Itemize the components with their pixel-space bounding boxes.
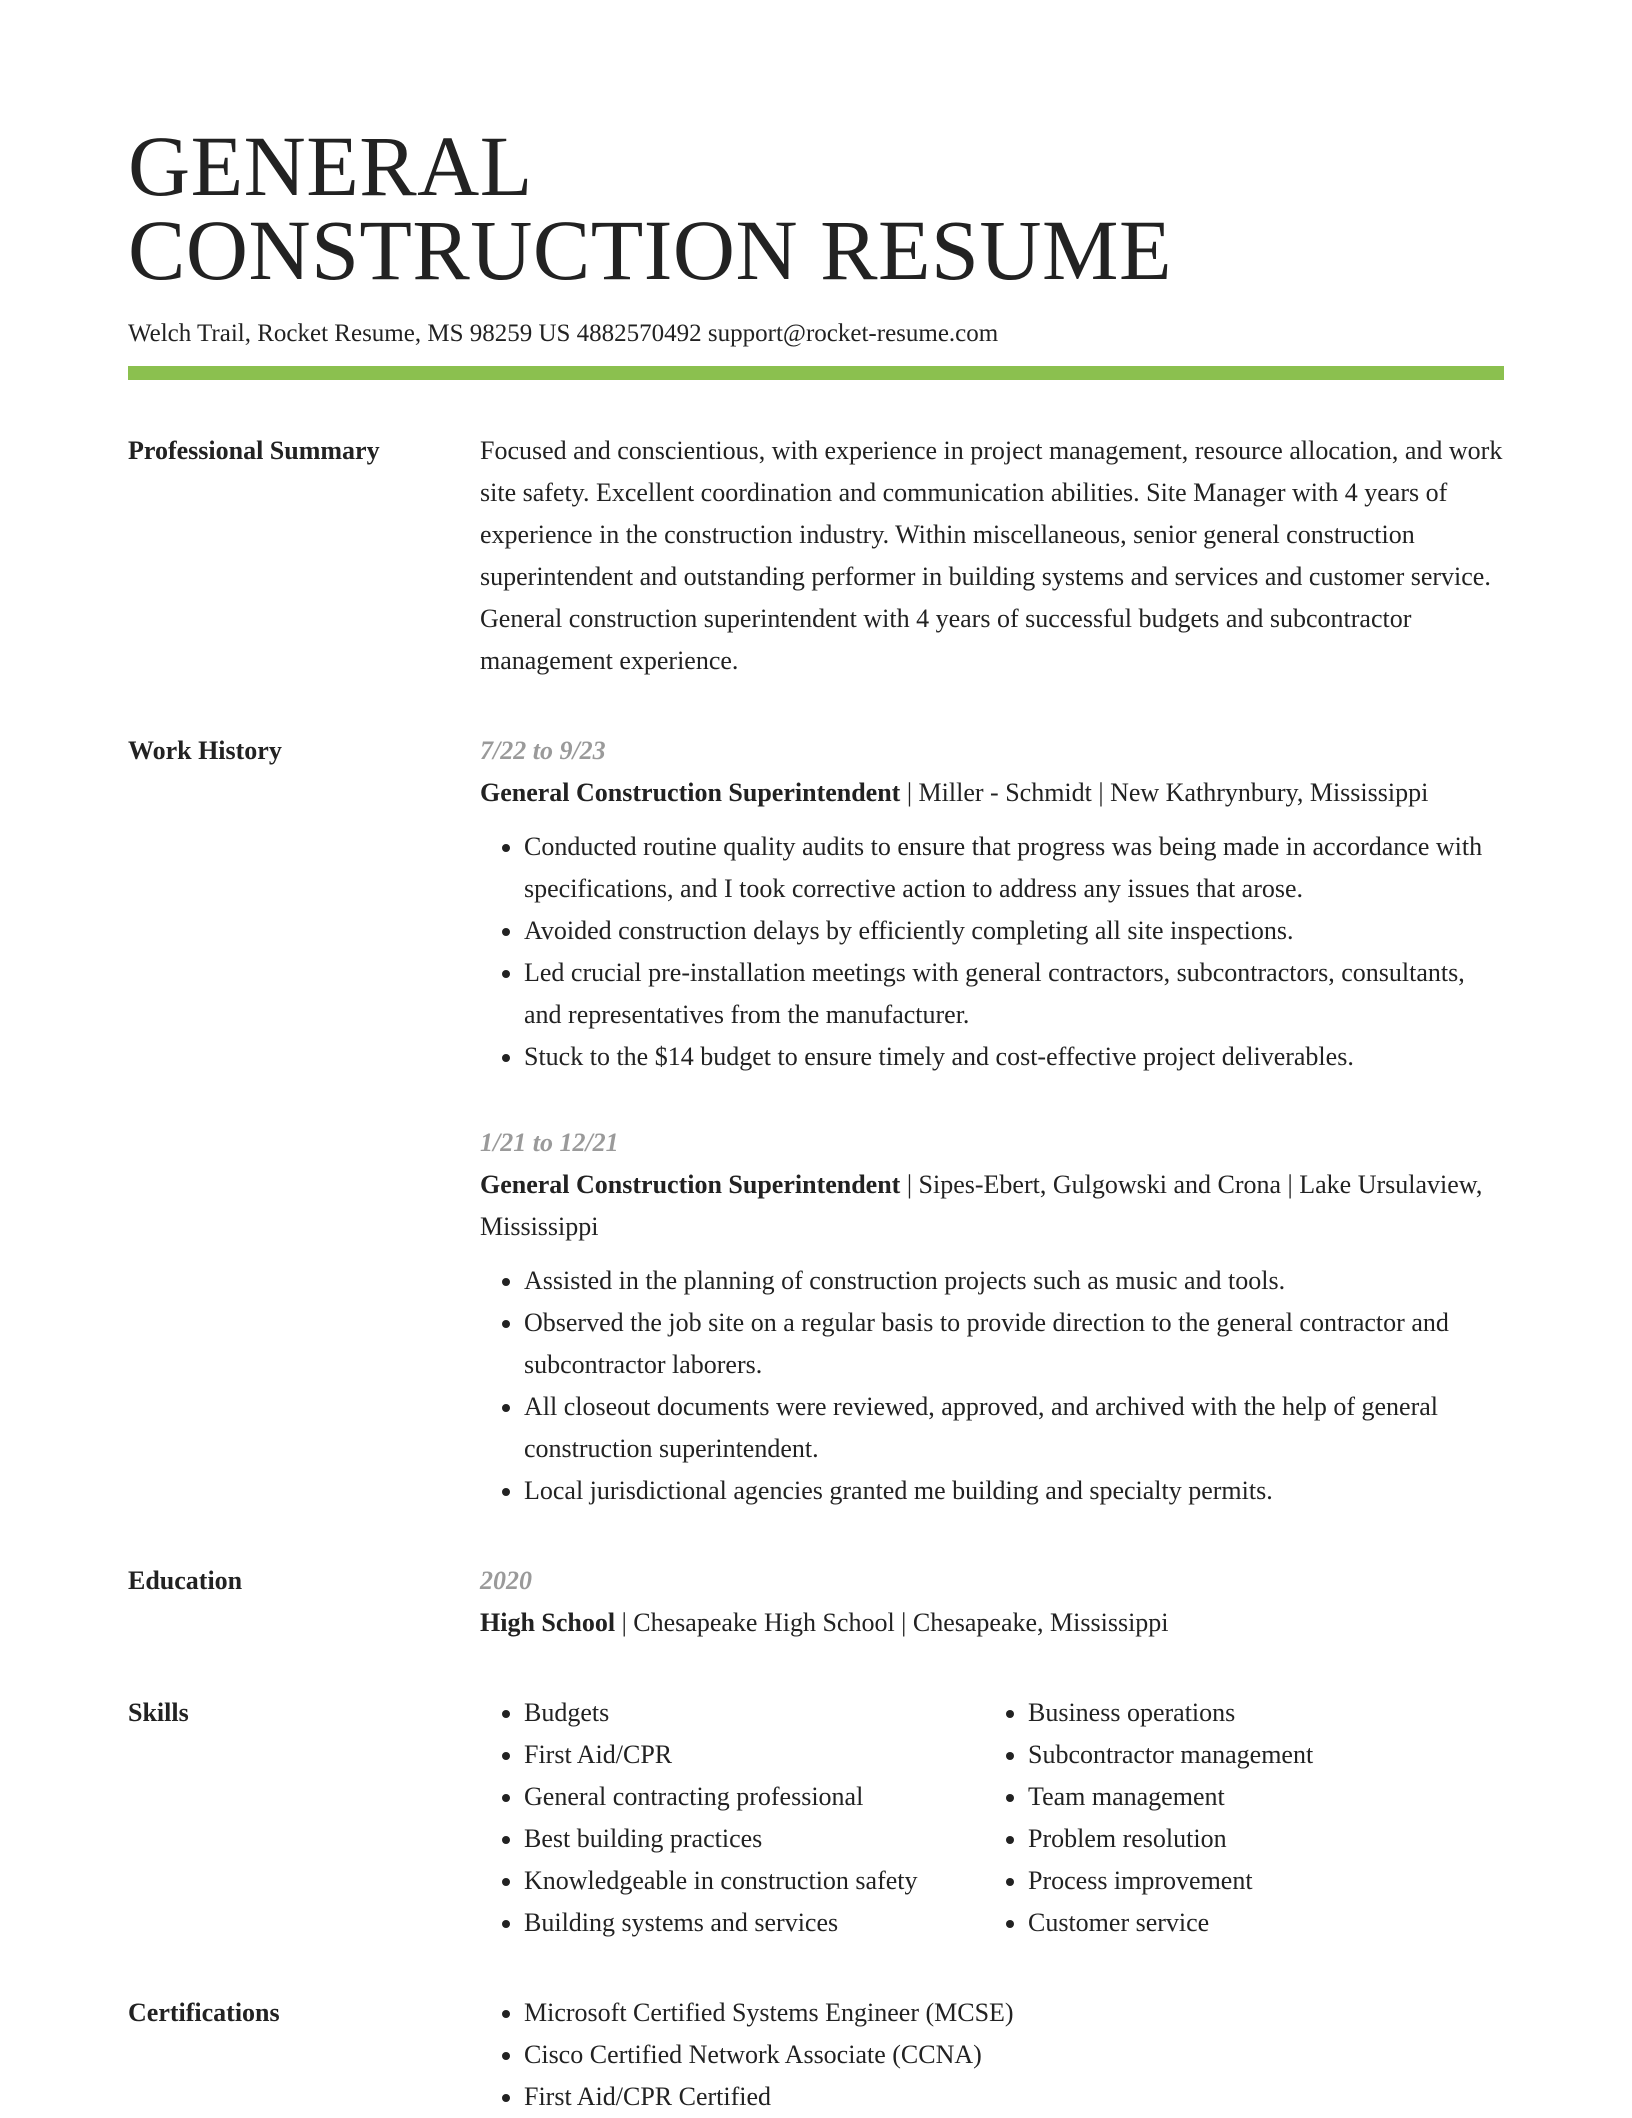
section-content	[480, 1992, 1504, 2118]
list-item: • General contracting professional	[524, 1776, 984, 1818]
list-item: • Microsoft Certified Systems Engineer (MCSE)	[524, 1992, 1504, 2034]
job-role: General Construction Superintendent	[480, 1170, 901, 1199]
section-work-history	[128, 730, 1504, 1512]
education-date: 2020	[480, 1566, 532, 1595]
skills-column-1	[480, 1692, 984, 1944]
resume-title	[128, 118, 1504, 298]
job-heading	[480, 1164, 1504, 1248]
section-certifications	[128, 1992, 1504, 2118]
resume-page	[128, 118, 1504, 2118]
section-content	[480, 1560, 1504, 1644]
list-item: • Best building practices	[524, 1818, 984, 1860]
education-heading	[480, 1602, 1504, 1644]
contact-info: Welch Trail, Rocket Resume, MS 98259 US 4882570492 support@rocket-resume.com	[128, 320, 999, 347]
title-line-2: CONSTRUCTION RESUME	[128, 202, 1172, 298]
list-item: • Customer service	[1028, 1902, 1504, 1944]
job-entry	[480, 1122, 1504, 1512]
list-item: • Assisted in the planning of construction projects such as music and tools.	[524, 1260, 1504, 1302]
job-date: 7/22 to 9/23	[480, 736, 606, 765]
job-entry	[480, 730, 1504, 1078]
list-item: • Avoided construction delays by efficiently completing all site inspections.	[524, 910, 1504, 952]
job-bullets	[480, 826, 1504, 1078]
job-date: 1/21 to 12/21	[480, 1128, 619, 1157]
list-item: • Process improvement	[1028, 1860, 1504, 1902]
list-item: • Local jurisdictional agencies granted me building and specialty permits.	[524, 1470, 1504, 1512]
section-label: Certifications	[128, 1998, 280, 2027]
job-bullets	[480, 1260, 1504, 1512]
list-item: • Observed the job site on a regular basis to provide direction to the general contractor and subcontractor laborers.	[524, 1302, 1504, 1386]
list-item: • Business operations	[1028, 1692, 1504, 1734]
section-label: Skills	[128, 1698, 189, 1727]
section-content	[480, 730, 1504, 1512]
list-item: • First Aid/CPR	[524, 1734, 984, 1776]
job-details: | Sipes-Ebert, Gulgowski and Crona | Lake Ursulaview, Mississippi	[480, 1170, 1483, 1241]
section-label: Professional Summary	[128, 436, 380, 465]
education-degree: High School	[480, 1608, 616, 1637]
summary-text: Focused and conscientious, with experience in project management, resource allocation, and work site safety. Excellent coordination and communication abilities. Site Manager with 4 years of experience in the construction industry. Within miscellaneous, senior general construction superintendent and outstanding performer in building systems and services and customer service. General construction superintendent with 4 years of successful budgets and subcontractor management experience.	[480, 436, 1503, 675]
section-content	[480, 1692, 1504, 1944]
job-heading	[480, 772, 1504, 814]
list-item: • Team management	[1028, 1776, 1504, 1818]
section-education	[128, 1560, 1504, 1644]
section-professional-summary	[128, 430, 1504, 682]
list-item: • Led crucial pre-installation meetings with general contractors, subcontractors, consultants, and representatives from the manufacturer.	[524, 952, 1504, 1036]
list-item: • Budgets	[524, 1692, 984, 1734]
job-details: | Miller - Schmidt | New Kathrynbury, Mississippi	[900, 778, 1429, 807]
list-item: • Knowledgeable in construction safety	[524, 1860, 984, 1902]
education-details: | Chesapeake High School | Chesapeake, Mississippi	[615, 1608, 1169, 1637]
title-line-1: GENERAL	[128, 118, 533, 214]
section-label: Work History	[128, 736, 282, 765]
list-item: • Stuck to the $14 budget to ensure timely and cost-effective project deliverables.	[524, 1036, 1504, 1078]
list-item: • Building systems and services	[524, 1902, 984, 1944]
section-content	[480, 430, 1504, 682]
list-item: • All closeout documents were reviewed, approved, and archived with the help of general construction superintendent.	[524, 1386, 1504, 1470]
certifications-list	[480, 1992, 1504, 2118]
list-item: • First Aid/CPR Certified	[524, 2076, 1504, 2118]
accent-divider	[128, 366, 1504, 380]
list-item: • Subcontractor management	[1028, 1734, 1504, 1776]
list-item: • Conducted routine quality audits to ensure that progress was being made in accordance with specifications, and I took corrective action to address any issues that arose.	[524, 826, 1504, 910]
section-skills	[128, 1692, 1504, 1944]
list-item: • Problem resolution	[1028, 1818, 1504, 1860]
section-label: Education	[128, 1566, 243, 1595]
job-role: General Construction Superintendent	[480, 778, 901, 807]
list-item: • Cisco Certified Network Associate (CCNA)	[524, 2034, 1504, 2076]
skills-column-2	[984, 1692, 1504, 1944]
